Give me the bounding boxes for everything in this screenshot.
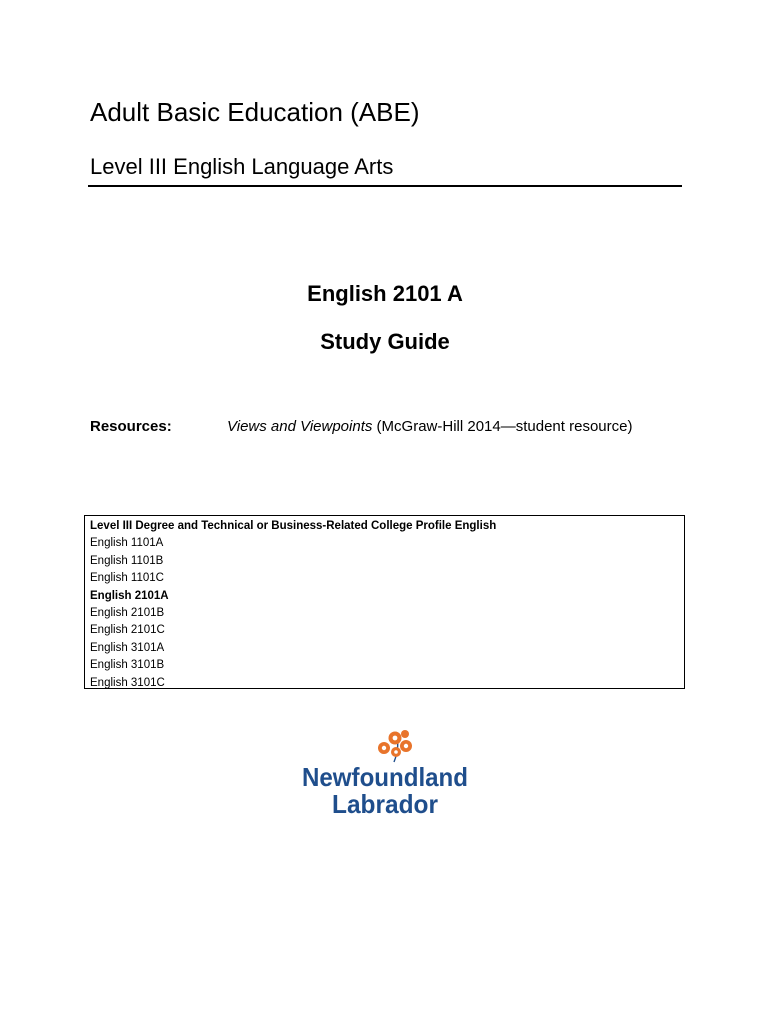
course-list-item: English 2101C [90,624,165,637]
logo-line-1: Newfoundland [302,762,468,792]
course-list-item: English 2101B [90,607,165,620]
course-list-item: English 1101A [90,537,164,550]
course-list-item: English 3101B [90,659,165,672]
pitcher-plant-flower-icon [378,730,412,762]
page-title: Adult Basic Education (ABE) [90,97,420,127]
profile-heading: Level III Degree and Technical or Business-Related College Profile English [90,520,497,532]
course-title: English 2101 A [307,281,463,306]
course-list-item: English 3101C [90,676,165,689]
course-list-item: English 3101A [90,641,165,654]
resource-book-details: (McGraw-Hill 2014—student resource) [372,418,633,435]
course-profile-box [84,515,685,689]
course-list-item-current: English 2101A [90,589,169,602]
resources-value [227,417,632,437]
newfoundland-labrador-logo [298,726,473,818]
resource-book-title: Views and Viewpoints [227,418,373,435]
study-guide-title: Study Guide [320,329,450,354]
course-list-item: English 1101B [90,554,164,567]
logo-line-2: Labrador [332,789,438,818]
course-list-item: English 1101C [90,572,164,585]
title-divider [88,185,682,187]
course-list [90,535,684,692]
resources-label: Resources: [90,418,172,435]
page-subtitle: Level III English Language Arts [90,154,394,179]
